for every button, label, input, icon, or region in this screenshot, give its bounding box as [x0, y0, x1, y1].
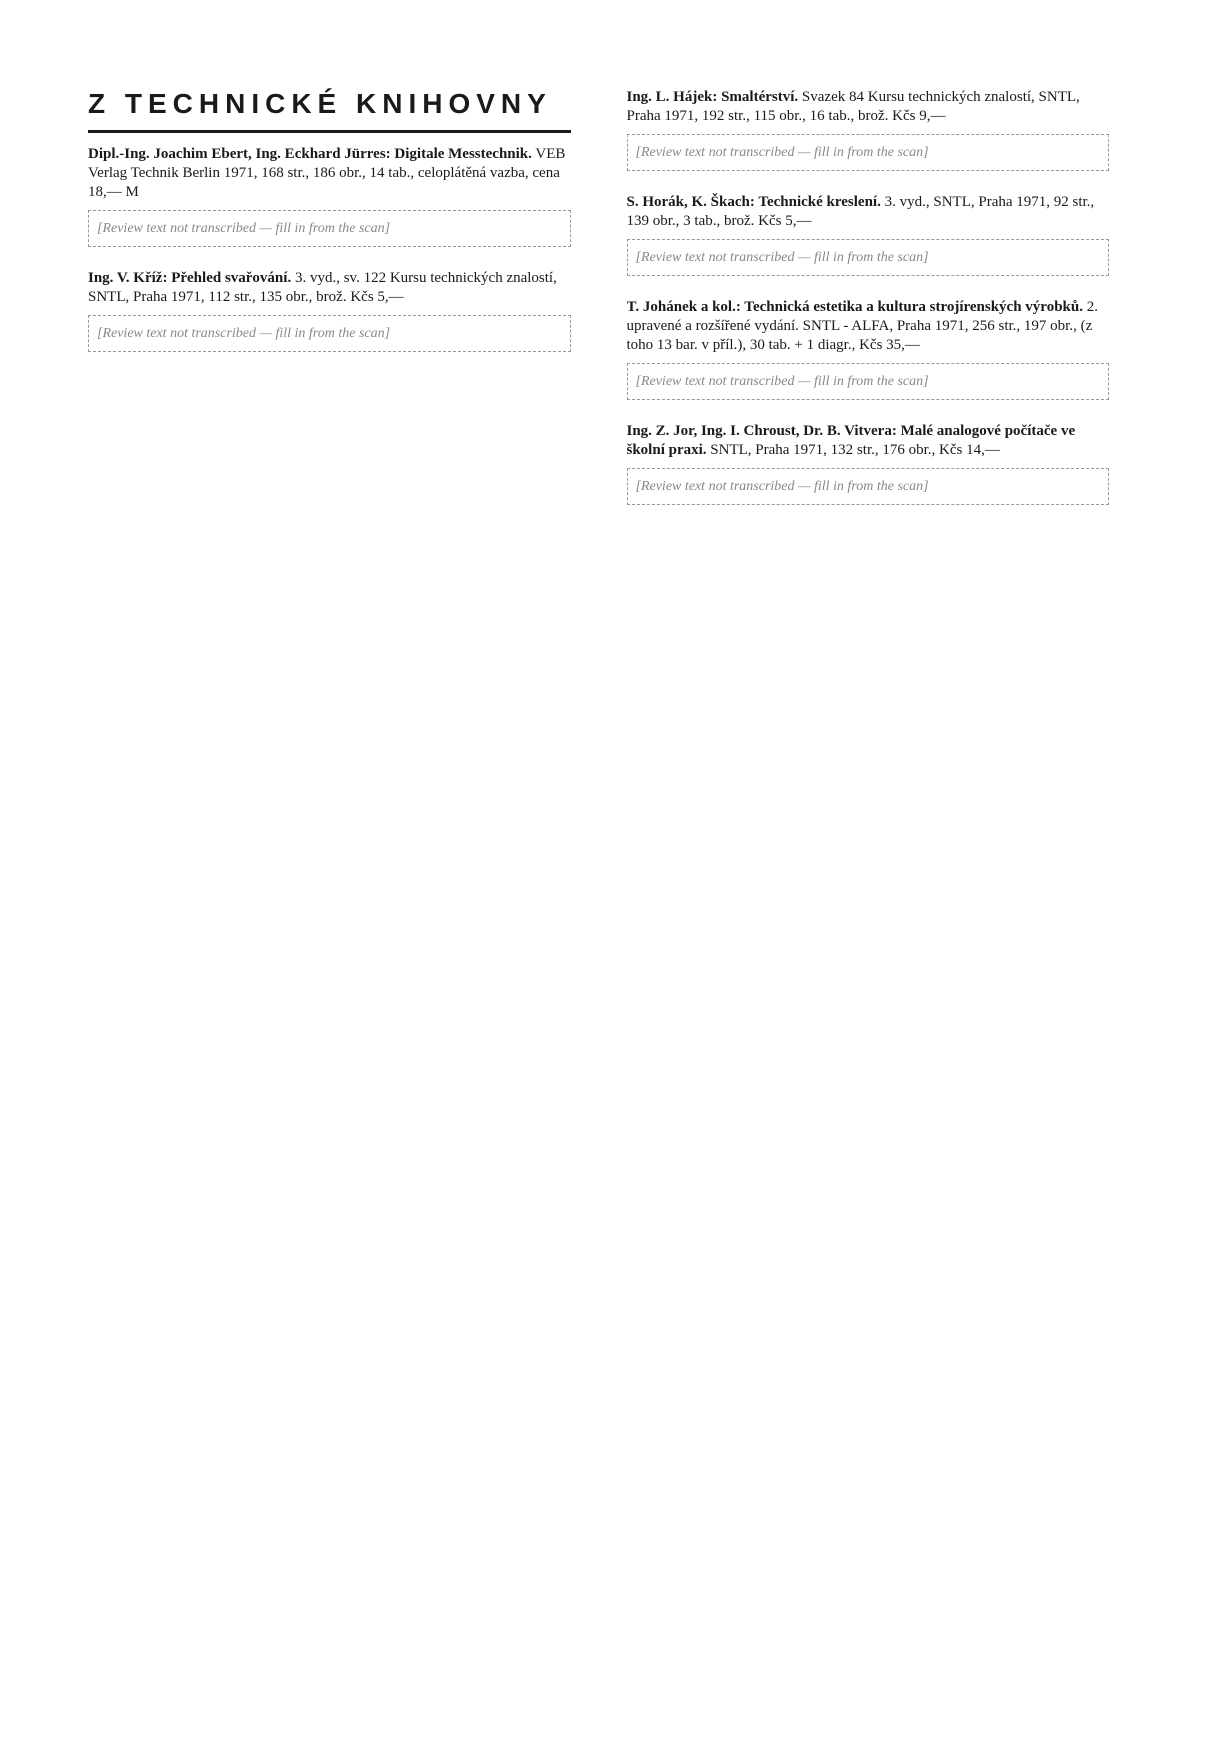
entry-header [88, 269, 571, 307]
entry-body-placeholder: [Review text not transcribed — fill in from the scan] [627, 134, 1110, 171]
entry-body-placeholder: [Review text not transcribed — fill in from the scan] [627, 363, 1110, 400]
entry-publication: Svazek 84 Kursu technických znalostí, SNTL, Praha 1971, 192 str., 115 obr., 16 tab., brož. Kčs 9,— [626, 89, 1080, 124]
review-entry [627, 422, 1110, 505]
left-column [88, 88, 571, 1694]
entry-authors-title: T. Johánek a kol.: Technická estetika a kultura strojírenských výrobků. [626, 299, 1083, 315]
entry-header [627, 88, 1110, 126]
review-entry [627, 193, 1110, 276]
review-entry [88, 145, 571, 247]
entry-body-placeholder: [Review text not transcribed — fill in from the scan] [88, 315, 571, 352]
section-title: Z TECHNICKÉ KNIHOVNY [88, 88, 571, 133]
entry-authors-title: Dipl.-Ing. Joachim Ebert, Ing. Eckhard Jürres: Digitale Messtechnik. [88, 146, 532, 162]
right-entries [627, 88, 1110, 505]
entry-body-placeholder: [Review text not transcribed — fill in from the scan] [627, 468, 1110, 505]
entry-publication: 3. vyd., SNTL, Praha 1971, 92 str., 139 obr., 3 tab., brož. Kčs 5,— [626, 194, 1095, 229]
entry-publication: 3. vyd., sv. 122 Kursu technických znalostí, SNTL, Praha 1971, 112 str., 135 obr., brož. Kčs 5,— [88, 270, 557, 305]
entry-publication: 2. upravené a rozšířené vydání. SNTL - ALFA, Praha 1971, 256 str., 197 obr., (z toho 13 bar. v příl.), 30 tab. + 1 diagr., Kčs 35,— [626, 299, 1098, 353]
review-entry [88, 269, 571, 352]
review-entry [627, 88, 1110, 171]
entry-header [627, 193, 1110, 231]
entry-header [88, 145, 571, 202]
entry-header [627, 298, 1110, 355]
entry-body-placeholder: [Review text not transcribed — fill in from the scan] [627, 239, 1110, 276]
entry-header [627, 422, 1110, 460]
entry-authors-title: S. Horák, K. Škach: Technické kreslení. [626, 194, 881, 210]
entry-publication: VEB Verlag Technik Berlin 1971, 168 str., 186 obr., 14 tab., celoplátěná vazba, cena 18,— M [88, 146, 566, 200]
review-entry [627, 298, 1110, 400]
entry-publication: SNTL, Praha 1971, 132 str., 176 obr., Kčs 14,— [710, 442, 1000, 458]
entry-authors-title: Ing. V. Kříž: Přehled svařování. [88, 270, 292, 286]
entry-authors-title: Ing. Z. Jor, Ing. I. Chroust, Dr. B. Vitvera: Malé analogové počítače ve školní praxi. [626, 423, 1076, 458]
right-column [627, 88, 1110, 1694]
entry-authors-title: Ing. L. Hájek: Smaltérství. [626, 89, 799, 105]
entry-body-placeholder: [Review text not transcribed — fill in from the scan] [88, 210, 571, 247]
columns [88, 88, 1109, 1694]
left-entries [88, 145, 571, 352]
